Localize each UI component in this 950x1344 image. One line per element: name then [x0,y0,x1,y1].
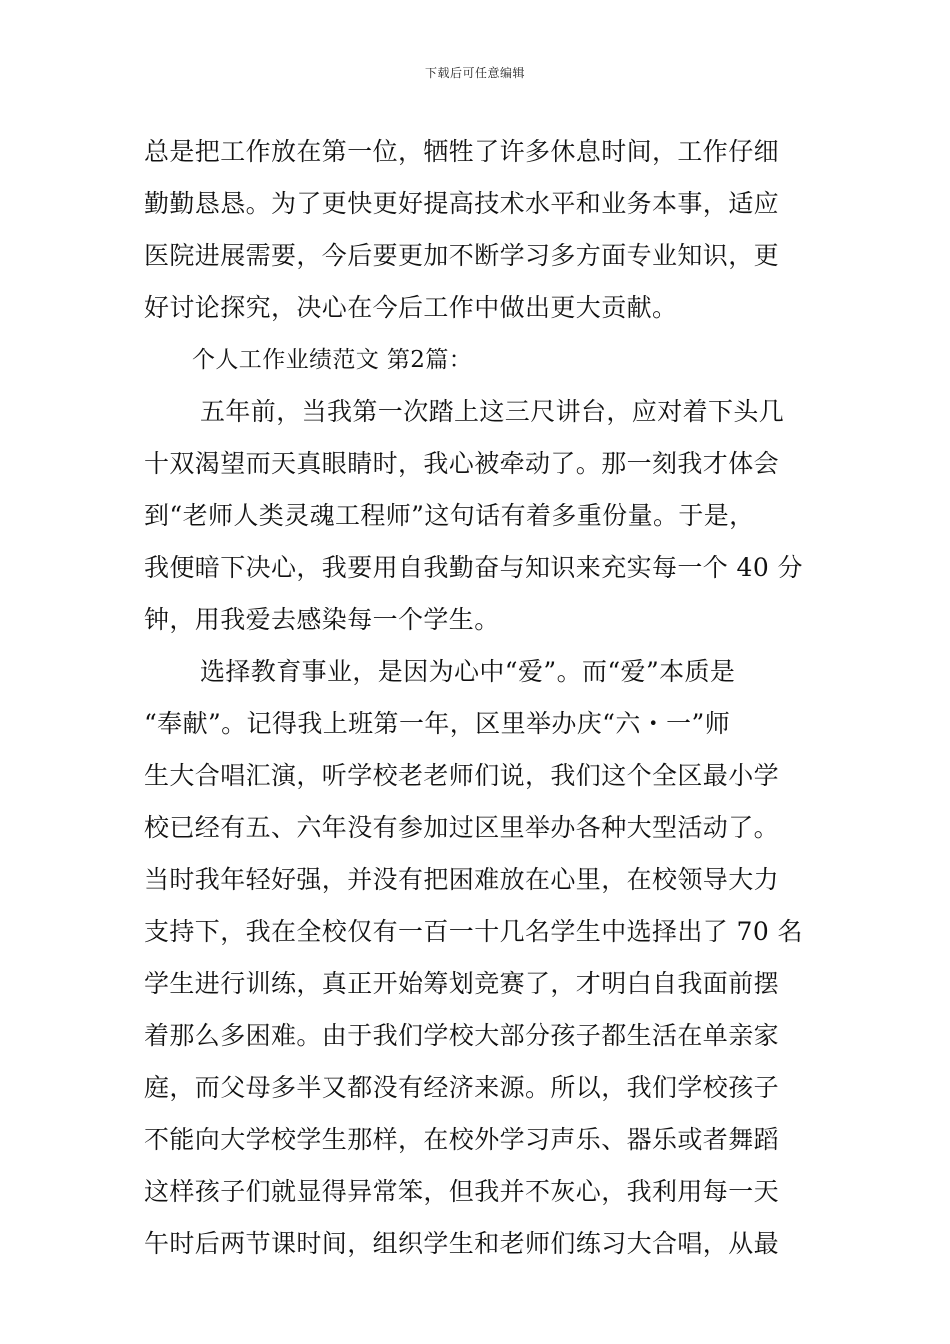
paragraph-line: 学生进行训练，真正开始筹划竞赛了，才明白自我面前摆 [144,969,780,998]
paragraph-line: 选择教育事业，是因为心中“爱”。而“爱”本质是 [200,657,736,686]
paragraph-line: 不能向大学校学生那样，在校外学习声乐、器乐或者舞蹈 [144,1125,780,1154]
paragraph-line: 我便暗下决心，我要用自我勤奋与知识来充实每一个 40 分 [144,553,803,582]
paragraph-line: 医院进展需要，今后要更加不断学习多方面专业知识，更 [144,241,780,270]
paragraph-line: 着那么多困难。由于我们学校大部分孩子都生活在单亲家 [144,1021,780,1050]
paragraph-line: 这样孩子们就显得异常笨，但我并不灰心，我利用每一天 [144,1177,780,1206]
paragraph-line: 勤勤恳恳。为了更快更好提高技术水平和业务本事，适应 [144,189,780,218]
paragraph-line: 好讨论探究，决心在今后工作中做出更大贡献。 [144,293,678,322]
paragraph-line: 钟，用我爱去感染每一个学生。 [144,605,500,634]
paragraph-line: 当时我年轻好强，并没有把困难放在心里，在校领导大力 [144,865,780,894]
page-header: 下载后可任意编辑 [424,66,525,80]
paragraph-line: 到“老师人类灵魂工程师”这句话有着多重份量。于是， [144,501,755,530]
section-title: 个人工作业绩范文 第2篇： [192,347,473,373]
document-body [144,126,809,1270]
paragraph-line: “奉献”。记得我上班第一年，区里举办庆“六・一”师 [144,709,731,738]
paragraph-line: 十双渴望而天真眼睛时，我心被牵动了。那一刻我才体会 [144,449,780,478]
paragraph-line: 生大合唱汇演，听学校老老师们说，我们这个全区最小学 [144,761,780,790]
paragraph-line: 总是把工作放在第一位，牺牲了许多休息时间，工作仔细 [144,137,780,166]
paragraph-line: 五年前，当我第一次踏上这三尺讲台，应对着下头几 [200,397,785,426]
paragraph-line: 庭，而父母多半又都没有经济来源。所以，我们学校孩子 [144,1073,780,1102]
paragraph-line: 校已经有五、六年没有参加过区里举办各种大型活动了。 [144,813,780,842]
paragraph-line: 支持下，我在全校仅有一百一十几名学生中选择出了 70 名 [144,917,803,946]
paragraph-line: 午时后两节课时间，组织学生和老师们练习大合唱，从最 [144,1229,780,1258]
